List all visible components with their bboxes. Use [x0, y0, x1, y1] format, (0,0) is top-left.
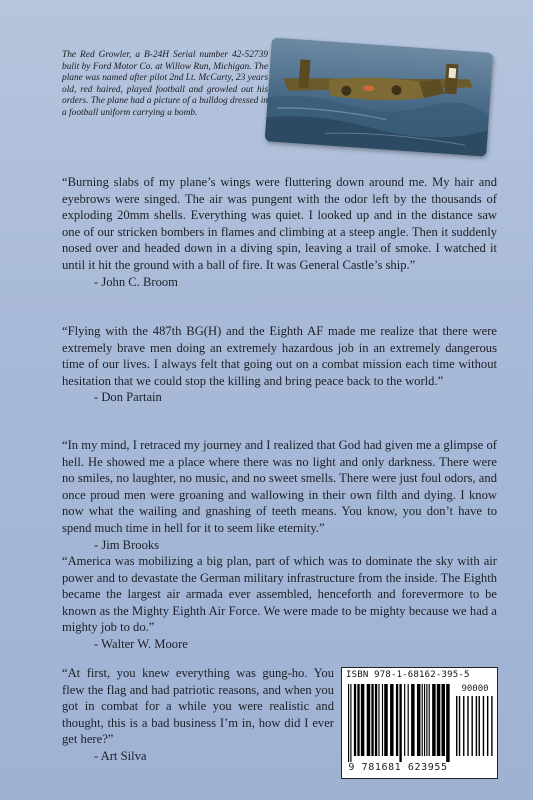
quote-author: - Art Silva — [94, 748, 147, 763]
barcode-bar — [424, 684, 425, 756]
barcode-bar — [382, 684, 383, 756]
addon-number: 90000 — [461, 684, 489, 694]
barcode-bar — [459, 696, 460, 756]
barcode-bar — [456, 696, 457, 756]
quote-john-broom — [62, 174, 497, 290]
quote-author: - John C. Broom — [94, 274, 178, 289]
barcode-bar — [357, 684, 359, 756]
photo-caption: The Red Growler, a B-24H Serial number 42-52739 bulit by Ford Motor Co. at Willow Run, Michigan. The plane was named after pilot 2nd Lt. McCarty, 23 years old, red haired, played football and growled out his orders. The plane had a picture of a bulldog dressed in a football uniform carrying a bomb. — [62, 50, 268, 118]
barcode-bar — [432, 684, 436, 756]
barcode-bar — [483, 696, 484, 756]
barcode-bar — [463, 696, 464, 756]
barcode-bar — [471, 696, 472, 756]
barcode-bar — [399, 684, 401, 762]
barcode-bar — [361, 684, 365, 756]
addon-barcode-bars — [456, 696, 494, 762]
barcode-bar — [408, 684, 409, 756]
barcode-bar — [446, 684, 450, 762]
barcode-bar — [491, 696, 492, 756]
quote-author: - Jim Brooks — [94, 537, 160, 552]
barcode-bar — [367, 684, 371, 756]
isbn-label: ISBN 978-1-68162-395-5 — [346, 670, 470, 680]
barcode-bar — [476, 696, 477, 756]
barcode-bar — [422, 684, 423, 756]
ean-number: 9 781681 623955 — [348, 762, 448, 773]
barcode-bar — [348, 684, 349, 762]
barcode-bar — [396, 684, 398, 756]
quote-text: “In my mind, I retraced my journey and I realized that God had given me a glimpse of hell. He showed me a place where there was no light and only darkness. There were no smiles, no laughter, no music, and no sweet smells. There were just foul odors, and once proud men were groaning and wallowing in their own filth and dying. I know now what the wailing and gnashing of teeth means. You know, you don’t have to spend much time in hell for it to seem like eternity.” — [62, 438, 497, 535]
barcode-bar — [404, 684, 405, 756]
barcode-bar — [467, 696, 468, 756]
quote-art-silva — [62, 665, 334, 765]
barcode-bar — [378, 684, 379, 756]
isbn-barcode — [341, 667, 498, 779]
quote-don-partain — [62, 323, 497, 406]
b24-bomber-photo — [265, 37, 494, 156]
quote-walter-moore — [62, 553, 497, 653]
quote-author: - Walter W. Moore — [94, 636, 188, 651]
barcode-bar — [375, 684, 377, 756]
barcode-bar — [437, 684, 441, 756]
ean-barcode-bars — [348, 684, 452, 762]
barcode-bar — [426, 684, 427, 756]
barcode-bar — [390, 684, 394, 756]
quote-author: - Don Partain — [94, 390, 162, 405]
quote-text: “Burning slabs of my plane’s wings were fluttering down around me. My hair and eyebrows were singed. The air was pungent with the odor left by the thousands of exploding 20mm shells. Everything was quiet. I looked up and in the distance saw one of our stricken bombers in flames and climbing at a steep angle. Then it suddenly nosed over and headed down in a diving spin, leaving a trail of smoke. I watched it until it hit the ground with a ball of fire. It was General Castle’s ship.” — [62, 175, 497, 272]
barcode-bar — [441, 684, 445, 756]
quote-text: “At first, you knew everything was gung-ho. You flew the flag and had patriotic reasons, and when you got in combat for a while you were realistic and thought, this is a bad business I’m in, how did I ever get here?” — [62, 666, 334, 747]
barcode-bar — [350, 684, 351, 762]
quote-jim-brooks — [62, 437, 497, 553]
barcode-bar — [479, 696, 480, 756]
barcode-bar — [417, 684, 421, 756]
barcode-bar — [411, 684, 415, 756]
barcode-bar — [487, 696, 488, 756]
quote-text: “America was mobilizing a big plan, part of which was to dominate the sky with air power and to devastate the German military infrastructure from the inside. The Eighth became the largest air armada ever assembled, henceforth and forevermore to be known as the Mighty Eighth Air Force. We were made to be mighty because we had a mighty job to do.” — [62, 554, 497, 635]
barcode-bar — [429, 684, 430, 756]
barcode-bar — [354, 684, 356, 756]
barcode-bar — [384, 684, 388, 756]
barcode-bar — [371, 684, 373, 756]
quote-text: “Flying with the 487th BG(H) and the Eighth AF made me realize that there were extremely brave men doing an extremely hazardous job in an extremely dangerous time of our lives. I always felt that going out on a combat mission each time without hesitation that we could stop the killing and bring peace back to the world.” — [62, 324, 497, 388]
